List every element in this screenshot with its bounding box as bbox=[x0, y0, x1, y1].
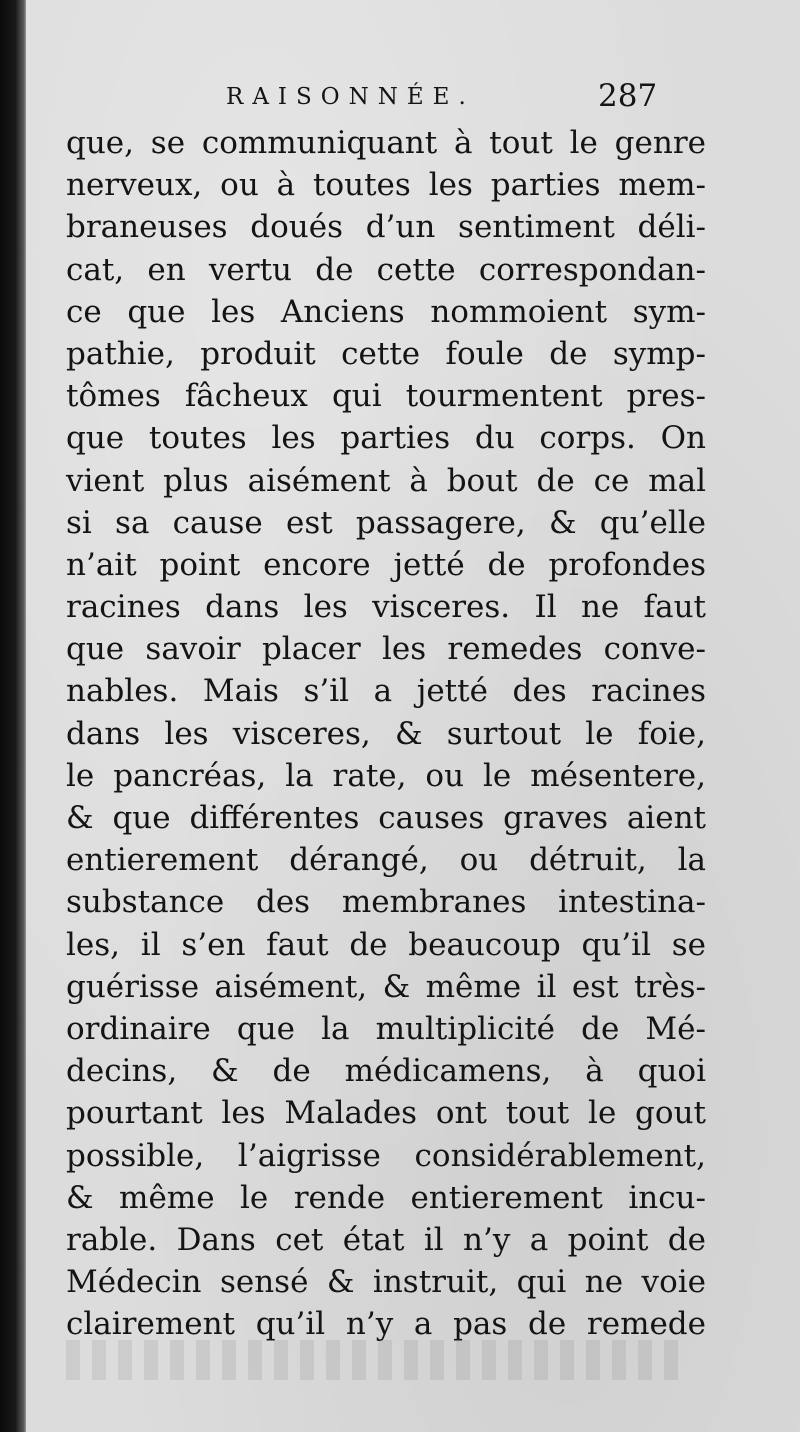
text-line: & que différentes causes graves aient bbox=[66, 800, 706, 836]
text-line: tômes fâcheux qui tourmentent pres- bbox=[66, 378, 706, 415]
text-line: pathie, produit cette foule de symp- bbox=[66, 335, 706, 372]
text-line: nerveux, ou à toutes les parties mem- bbox=[66, 167, 706, 204]
running-head: RAISONNÉE. bbox=[226, 84, 475, 110]
text-line: braneuses doués d’un sentiment déli- bbox=[66, 209, 706, 246]
text-line: rable. Dans cet état il n’y a point de bbox=[66, 1221, 706, 1258]
page-header bbox=[26, 78, 800, 122]
body-text bbox=[66, 122, 706, 1345]
scan-dark-edge bbox=[0, 0, 28, 1432]
text-line: le pancréas, la rate, ou le mésentere, bbox=[66, 757, 706, 794]
text-line: entierement dérangé, ou détruit, la bbox=[66, 842, 706, 879]
text-line: possible, l’aigrisse considérablement, bbox=[66, 1137, 706, 1174]
text-line: que toutes les parties du corps. On bbox=[66, 420, 706, 457]
text-line: que, se communiquant à tout le genre bbox=[66, 125, 706, 161]
text-line: racines dans les visceres. Il ne faut bbox=[66, 589, 706, 626]
text-line: nables. Mais s’il a jetté des racines bbox=[66, 673, 706, 710]
text-line: substance des membranes intestina- bbox=[66, 884, 706, 921]
text-line: si sa cause est passagere, & qu’elle bbox=[66, 504, 706, 541]
text-line: dans les visceres, & surtout le foie, bbox=[66, 715, 706, 752]
text-line: guérisse aisément, & même il est très- bbox=[66, 968, 706, 1005]
text-line: clairement qu’il n’y a pas de remede bbox=[66, 1306, 706, 1343]
text-line: decins, & de médicamens, à quoi bbox=[66, 1053, 706, 1090]
text-line: & même le rende entierement incu- bbox=[66, 1179, 706, 1216]
text-line: pourtant les Malades ont tout le gout bbox=[66, 1095, 706, 1132]
text-line: cat, en vertu de cette correspondan- bbox=[66, 251, 706, 288]
text-line: les, il s’en faut de beaucoup qu’il se bbox=[66, 926, 706, 963]
text-line: vient plus aisément à bout de ce mal bbox=[66, 462, 706, 499]
text-line: ce que les Anciens nommoient sym- bbox=[66, 293, 706, 330]
page-number: 287 bbox=[598, 78, 658, 114]
text-line: ordinaire que la multiplicité de Mé- bbox=[66, 1010, 706, 1047]
text-line: que savoir placer les remedes conve- bbox=[66, 631, 706, 668]
paper-sheet bbox=[26, 0, 800, 1432]
show-through-text bbox=[66, 1340, 686, 1380]
text-line: Médecin sensé & instruit, qui ne voie bbox=[66, 1264, 706, 1301]
text-line: n’ait point encore jetté de profondes bbox=[66, 546, 706, 583]
